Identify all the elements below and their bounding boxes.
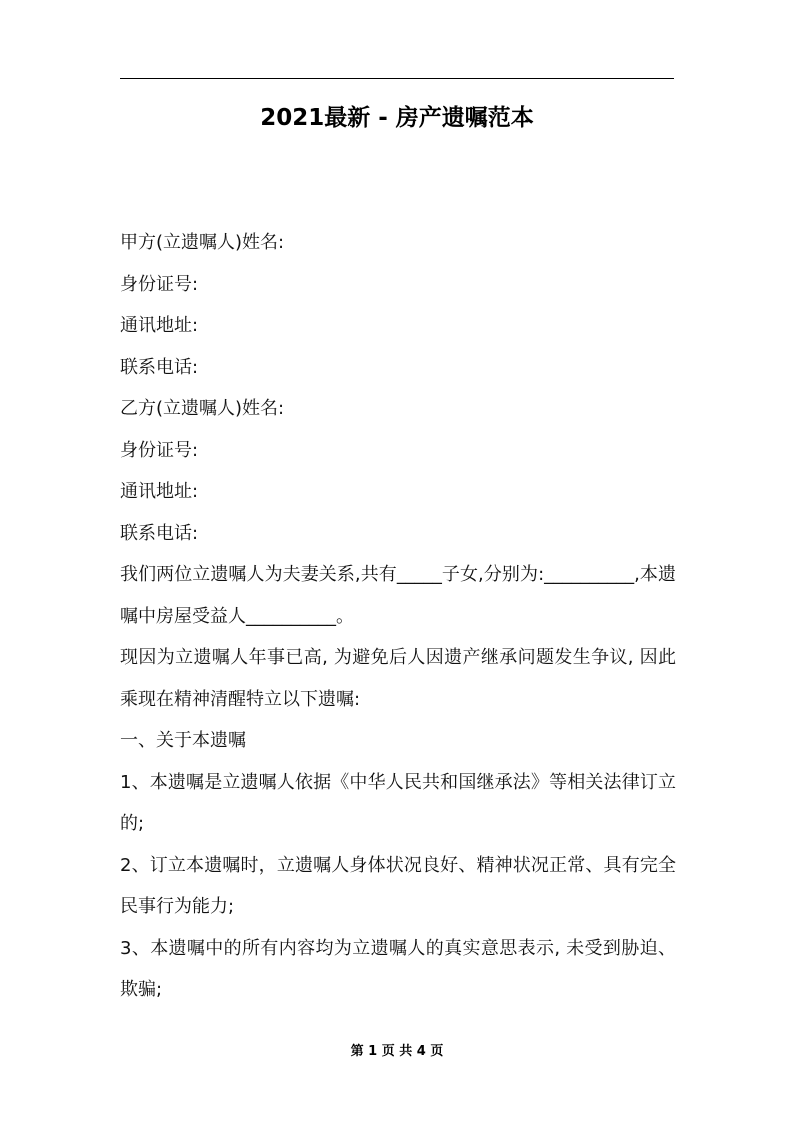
section-heading-about-will: 一、关于本遗嘱 [120,730,246,751]
field-party-b-name: 乙方(立遗嘱人)姓名: [120,398,285,419]
field-party-a-phone: 联系电话: [120,356,199,378]
paragraph-relationship: 我们两位立遗嘱人为夫妻关系,共有_____子女,分别为:__________,本遗嘱中房屋受益人__________。 [120,564,676,627]
clause-2: 2、订立本遗嘱时，立遗嘱人身体状况良好、精神状况正常、具有完全民事行为能力; [120,854,676,917]
paragraph-reason: 现因为立遗嘱人年事已高, 为避免后人因遗产继承问题发生争议, 因此乘现在精神清醒特立以下遗嘱: [120,647,676,710]
clause-1: 1、本遗嘱是立遗嘱人依据《中华人民共和国继承法》等相关法律订立的; [120,771,676,834]
field-party-b-phone: 联系电话: [120,522,199,544]
field-party-b-id: 身份证号: [120,439,199,461]
header-rule [120,78,674,79]
field-party-a-address: 通讯地址: [120,315,199,336]
page-title: 2021最新 - 房产遗嘱范本 [260,105,534,131]
field-party-a-name: 甲方(立遗嘱人)姓名: [120,232,285,253]
page-number-footer: 第 1 页 共 4 页 [350,1044,444,1059]
field-party-a-id: 身份证号: [120,273,199,295]
clause-3: 3、本遗嘱中的所有内容均为立遗嘱人的真实意思表示, 未受到胁迫、欺骗; [120,937,676,1000]
field-party-b-address: 通讯地址: [120,481,199,502]
document-body [120,222,676,1011]
